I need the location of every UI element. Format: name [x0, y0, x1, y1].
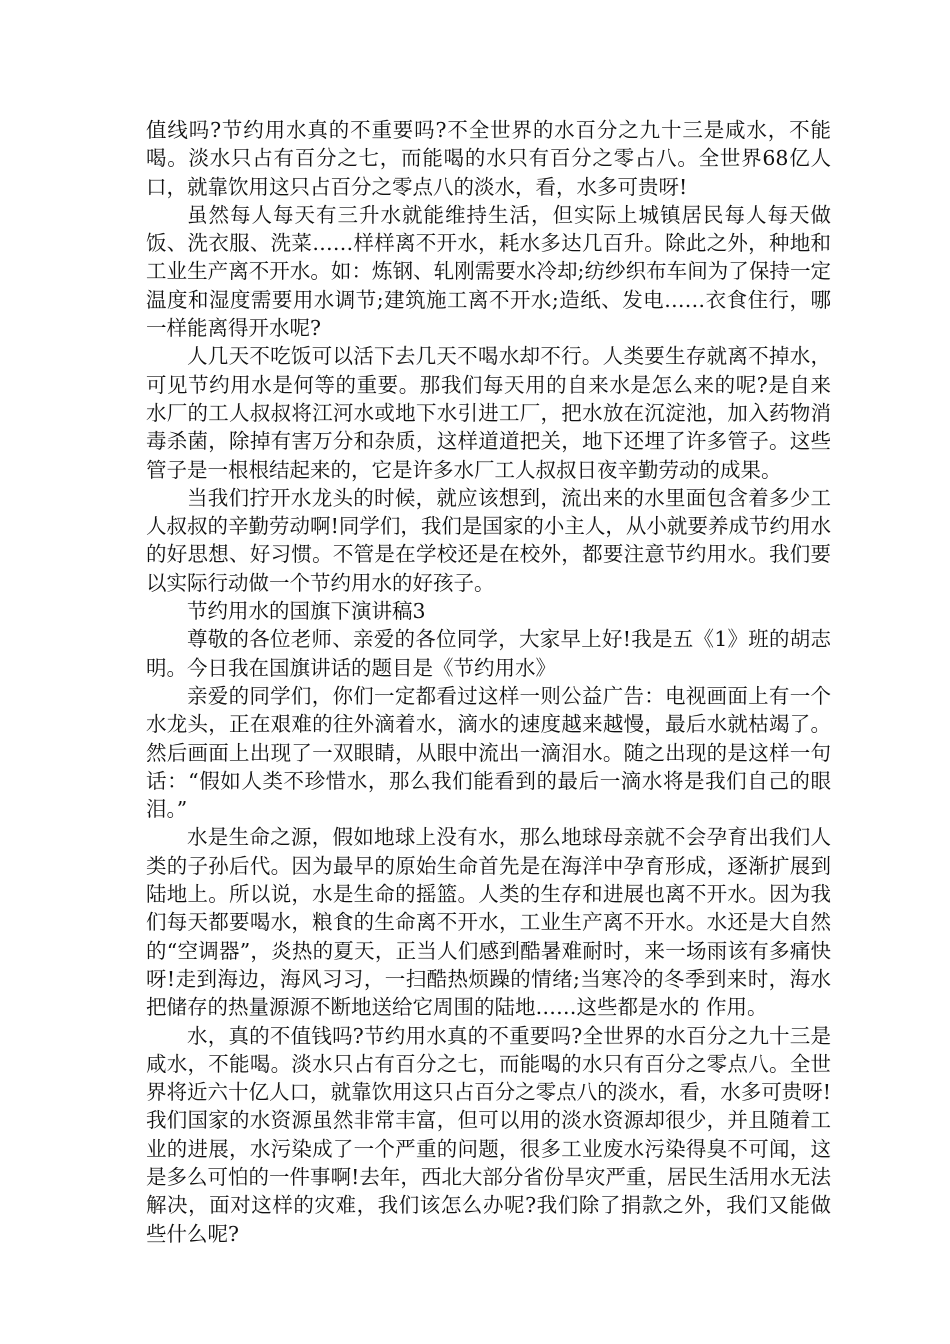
- paragraph-7: 亲爱的同学们，你们一定都看过这样一则公益广告：电视画面上有一个水龙头，正在艰难的往外滴着水，滴水的速度越来越慢，最后水就枯竭了。然后画面上出现了一双眼睛，从眼中流出一滴泪水。随之出现的是这样一句话：“假如人类不珍惜水，那么我们能看到的最后一滴水将是我们自己的眼泪。”: [146, 683, 831, 822]
- paragraph-4: 当我们拧开水龙头的时候，就应该想到，流出来的水里面包含着多少工人叔叔的辛勤劳动啊!同学们，我们是国家的小主人，从小就要养成节约用水的好思想、好习惯。不管是在学校还是在校外，都要注意节约用水。我们要以实际行动做一个节约用水的好孩子。: [146, 485, 831, 595]
- paragraph-8: 水是生命之源，假如地球上没有水，那么地球母亲就不会孕育出我们人类的子孙后代。因为最早的原始生命首先是在海洋中孕育形成，逐渐扩展到陆地上。所以说，水是生命的摇篮。人类的生存和进展也离不开水。因为我们每天都要喝水，粮食的生命离不开水，工业生产离不开水。水还是大自然的“空调器”，炎热的夏天，正当人们感到酷暑难耐时，来一场雨该有多痛快呀!走到海边，海风习习，一扫酷热烦躁的情绪;当寒冷的冬季到来时，海水把储存的热量源源不断地送给它周围的陆地……这些都是水的 作用。: [146, 825, 831, 1020]
- paragraph-3: 人几天不吃饭可以活下去几天不喝水却不行。人类要生存就离不掉水，可见节约用水是何等的重要。那我们每天用的自来水是怎么来的呢?是自来水厂的工人叔叔将江河水或地下水引进工厂，把水放在沉淀池，加入药物消毒杀菌，除掉有害万分和杂质，这样道道把关，地下还埋了许多管子。这些管子是一根根结起来的，它是许多水厂工人叔叔日夜辛勤劳动的成果。: [146, 344, 831, 482]
- paragraph-2: 虽然每人每天有三升水就能维持生活，但实际上城镇居民每人每天做饭、洗衣服、洗菜……样样离不开水，耗水多达几百升。除此之外，种地和工业生产离不开水。如：炼钢、轧刚需要水冷却;纺纱织布车间为了保持一定温度和湿度需要用水调节;建筑施工离不开水;造纸、发电……衣食住行，哪一样能离得开水呢?: [146, 202, 831, 341]
- document-body: [146, 116, 831, 1248]
- paragraph-1: 值线吗?节约用水真的不重要吗?不全世界的水百分之九十三是咸水，不能喝。淡水只占有百分之七，而能喝的水只有百分之零占八。全世界68亿人口，就靠饮用这只占百分之零点八的淡水，看，水多可贵呀!: [146, 118, 831, 199]
- paragraph-9: 水，真的不值钱吗?节约用水真的不重要吗?全世界的水百分之九十三是咸水，不能喝。淡水只占有百分之七，而能喝的水只有百分之零点八。全世界将近六十亿人口，就靠饮用这只占百分之零点八的淡水，看，水多可贵呀!我们国家的水资源虽然非常丰富，但可以用的淡水资源却很少，并且随着工业的进展，水污染成了一个严重的问题，很多工业废水污染得臭不可闻，这是多么可怕的一件事啊!去年，西北大部分省份旱灾严重，居民生活用水无法解决，面对这样的灾难，我们该怎么办呢?我们除了捐款之外，我们又能做些什么呢?: [146, 1023, 831, 1246]
- paragraph-greeting: 尊敬的各位老师、亲爱的各位同学，大家早上好!我是五《1》班的胡志明。今日我在国旗讲话的题目是《节约用水》: [146, 627, 831, 680]
- section-heading: 节约用水的国旗下演讲稿3: [187, 599, 426, 624]
